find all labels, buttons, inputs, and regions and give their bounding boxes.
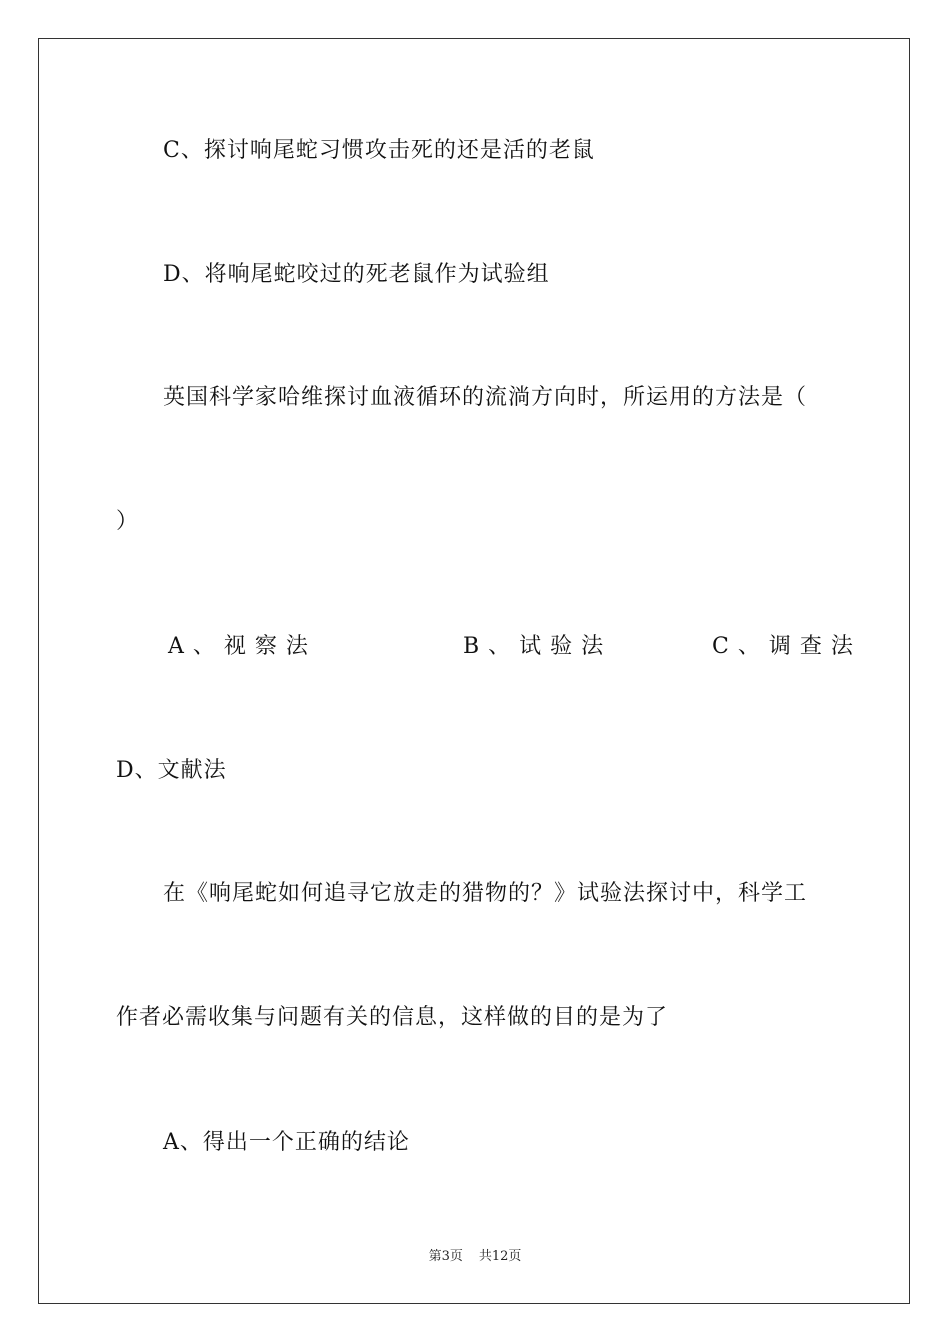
option-a: A、视察法 [168,634,317,659]
option-a-text: A、得出一个正确的结论 [163,1130,410,1155]
question-text-continued: 作者必需收集与问题有关的信息，这样做的目的是为了 [116,1005,669,1030]
question-text-continued: ） [116,509,140,534]
page-border [38,38,910,1304]
option-d: D、文献法 [116,758,227,783]
option-c-text: C、探讨响尾蛇习惯攻击死的还是活的老鼠 [163,138,595,163]
question-text: 在《响尾蛇如何追寻它放走的猎物的？》试验法探讨中，科学工 [163,881,808,906]
option-c: C、调查法 [712,634,862,659]
page-footer [0,1248,950,1266]
option-b: B、试验法 [463,634,613,659]
page-number: 第3页 [428,1249,463,1264]
option-d-text: D、将响尾蛇咬过的死老鼠作为试验组 [163,262,550,287]
question-text: 英国科学家哈维探讨血液循环的流淌方向时，所运用的方法是（ [163,385,808,410]
page-total: 共12页 [478,1249,522,1264]
